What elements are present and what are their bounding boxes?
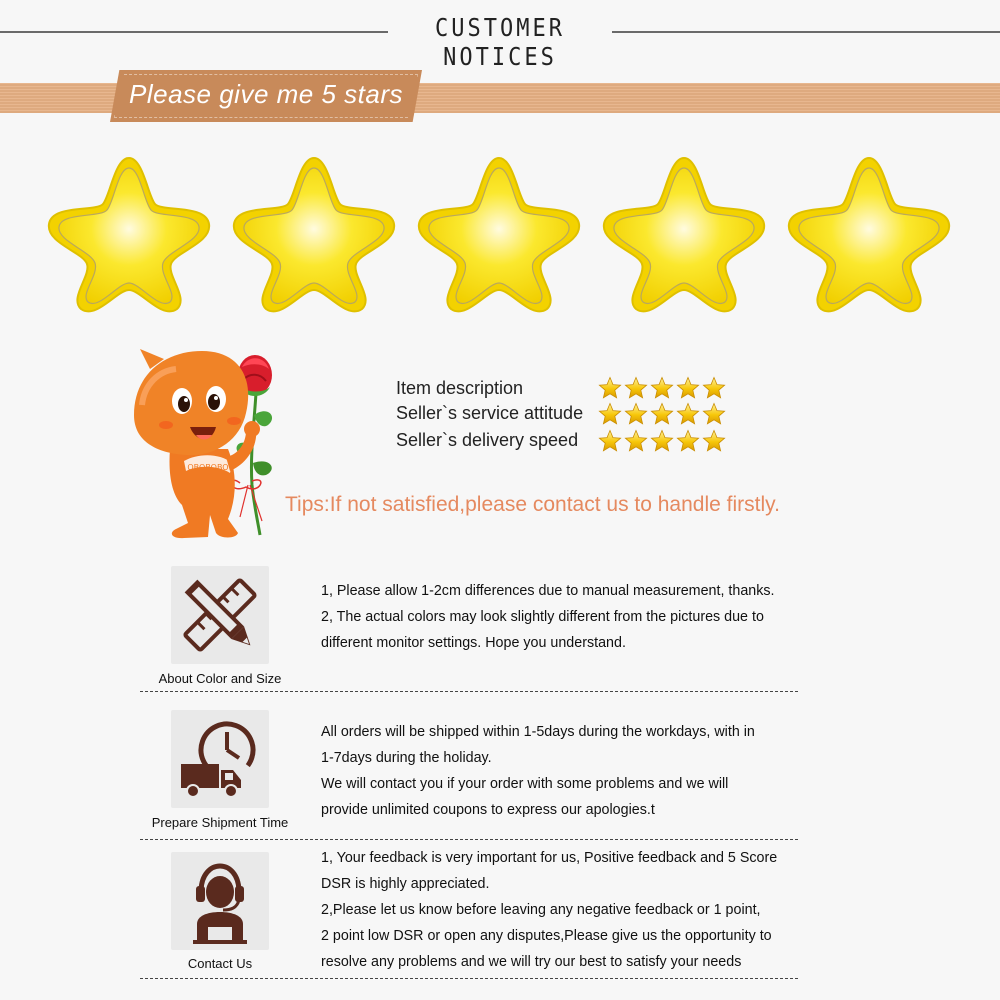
big-star-icon	[599, 152, 769, 314]
star-icon	[702, 429, 726, 453]
big-star-icon	[784, 152, 954, 314]
text-line: All orders will be shipped within 1-5days during the workdays, with in	[321, 724, 755, 740]
text-line: provide unlimited coupons to express our apologies.t	[321, 802, 655, 818]
header-line-left	[0, 31, 388, 33]
star-icon	[598, 429, 622, 453]
text-line: resolve any problems and we will try our best to satisfy your needs	[321, 954, 742, 970]
text-line: 2,Please let us know before leaving any negative feedback or 1 point,	[321, 902, 761, 918]
svg-text:OBOBOBO: OBOBOBO	[187, 463, 229, 472]
support-agent-icon	[171, 852, 269, 950]
section-icon-box	[171, 710, 269, 808]
big-star-icon	[229, 152, 399, 314]
section-label: Prepare Shipment Time	[151, 815, 289, 830]
star-icon	[676, 402, 700, 426]
big-star-icon	[44, 152, 214, 314]
star-icon	[598, 402, 622, 426]
divider	[140, 691, 798, 692]
rating-stars	[598, 376, 730, 400]
star-icon	[650, 429, 674, 453]
divider	[140, 978, 798, 979]
header-line-right	[612, 31, 1000, 33]
star-icon	[624, 429, 648, 453]
mascot-with-rose-icon	[128, 345, 293, 540]
star-icon	[650, 402, 674, 426]
star-icon	[624, 402, 648, 426]
star-icon	[676, 376, 700, 400]
rating-label: Seller`s delivery speed	[396, 430, 579, 450]
section-text	[321, 845, 777, 975]
star-icon	[598, 376, 622, 400]
clock-truck-icon	[171, 710, 269, 808]
section-label: Contact Us	[187, 956, 253, 971]
text-line: different monitor settings. Hope you understand.	[321, 635, 626, 651]
text-line: DSR is highly appreciated.	[321, 876, 490, 892]
rating-stars	[598, 429, 730, 453]
rating-stars	[598, 402, 730, 426]
section-text	[321, 578, 775, 656]
section-icon-box	[171, 852, 269, 950]
star-icon	[624, 376, 648, 400]
tips-text: Tips:If not satisfied,please contact us to handle firstly.	[285, 493, 780, 516]
text-line: 1, Your feedback is very important for us, Positive feedback and 5 Score	[321, 850, 778, 866]
text-line: 2 point low DSR or open any disputes,Please give us the opportunity to	[321, 928, 772, 944]
divider	[140, 839, 798, 840]
star-icon	[676, 429, 700, 453]
rating-label: Item description	[396, 378, 524, 398]
text-line: 2, The actual colors may look slightly different from the pictures due to	[321, 609, 764, 625]
text-line: 1-7days during the holiday.	[321, 750, 492, 766]
text-line: We will contact you if your order with some problems and we will	[321, 776, 729, 792]
page-title: CUSTOMER NOTICES	[435, 14, 565, 72]
section-text	[321, 719, 755, 823]
section-label: About Color and Size	[158, 671, 282, 686]
big-star-icon	[414, 152, 584, 314]
rating-label: Seller`s service attitude	[396, 403, 584, 423]
section-icon-box	[171, 566, 269, 664]
star-icon	[702, 402, 726, 426]
star-icon	[702, 376, 726, 400]
banner-text: Please give me 5 stars	[128, 79, 403, 109]
text-line: 1, Please allow 1-2cm differences due to manual measurement, thanks.	[321, 583, 775, 599]
ruler-pencil-icon	[171, 566, 269, 664]
star-icon	[650, 376, 674, 400]
